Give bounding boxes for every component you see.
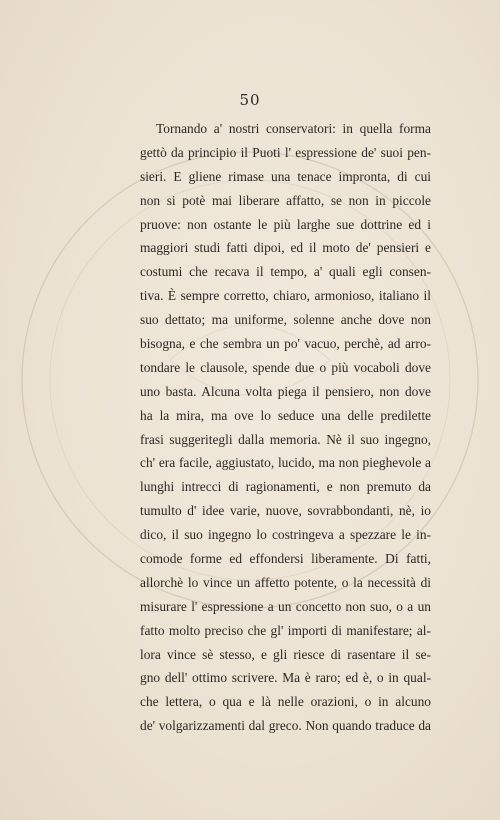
text-line: ha la mira, ma ove lo seduce una delle predilette (140, 407, 431, 423)
text-line: pruove: non ostante le più larghe sue dottrine ed i (140, 216, 431, 232)
text-line: costumi che recava il tempo, a' quali egli consen- (140, 264, 431, 280)
text-line: comode forme ed effondersi liberamente. Di fatti, (140, 551, 431, 567)
page-number: 50 (239, 91, 261, 109)
text-line: misurare l' espressione a un concetto non suo, o a un (140, 598, 431, 614)
text-line: gettò da principio il Puoti l' espressione de' suoi pen- (140, 144, 431, 160)
text-line: lunghi intrecci di ragionamenti, e non premuto da (140, 479, 431, 495)
text-line: frasi suggeritegli dalla memoria. Nè il suo ingegno, (140, 431, 431, 447)
body-text (140, 117, 431, 738)
text-line: dico, il suo ingegno lo costringeva a spezzare le in- (140, 527, 431, 543)
text-line: lora vince sè stesso, e gli riesce di rasentare il se- (140, 646, 431, 662)
text-line: tumulto d' idee varie, nuove, sovrabbondanti, nè, io (140, 503, 431, 519)
text-line: de' volgarizzamenti dal greco. Non quando traduce da (140, 718, 431, 734)
text-line: tiva. È sempre corretto, chiaro, armonioso, italiano il (140, 288, 431, 304)
text-line: ch' era facile, aggiustato, lucido, ma non pieghevole a (140, 455, 431, 471)
text-line: bisogna, e che sembra un po' vacuo, perchè, ad arro- (140, 336, 431, 352)
text-line: allorchè lo vince un affetto potente, o la necessità di (140, 574, 431, 590)
text-line: suo dettato; ma uniforme, solenne anche dove non (140, 312, 431, 328)
text-line: uno basta. Alcuna volta piega il pensiero, non dove (140, 383, 431, 399)
text-line: Tornando a' nostri conservatori: in quella forma (156, 121, 431, 136)
text-line: gno dell' ottimo scrivere. Ma è raro; ed è, o in qual- (140, 670, 431, 686)
text-line: fatto molto preciso che gl' importi di manifestare; al- (140, 622, 431, 638)
text-line: non si potè mai liberare affatto, se non in piccole (140, 192, 431, 208)
text-line: che lettera, o qua e là nelle orazioni, o in alcuno (140, 694, 431, 710)
text-line: maggiori studi fatti dipoi, ed il moto de' pensieri e (140, 240, 431, 256)
text-line: sieri. E gliene rimase una tenace impronta, di cui (140, 168, 431, 184)
text-line: tondare le clausole, spende due o più vocaboli dove (140, 359, 431, 375)
